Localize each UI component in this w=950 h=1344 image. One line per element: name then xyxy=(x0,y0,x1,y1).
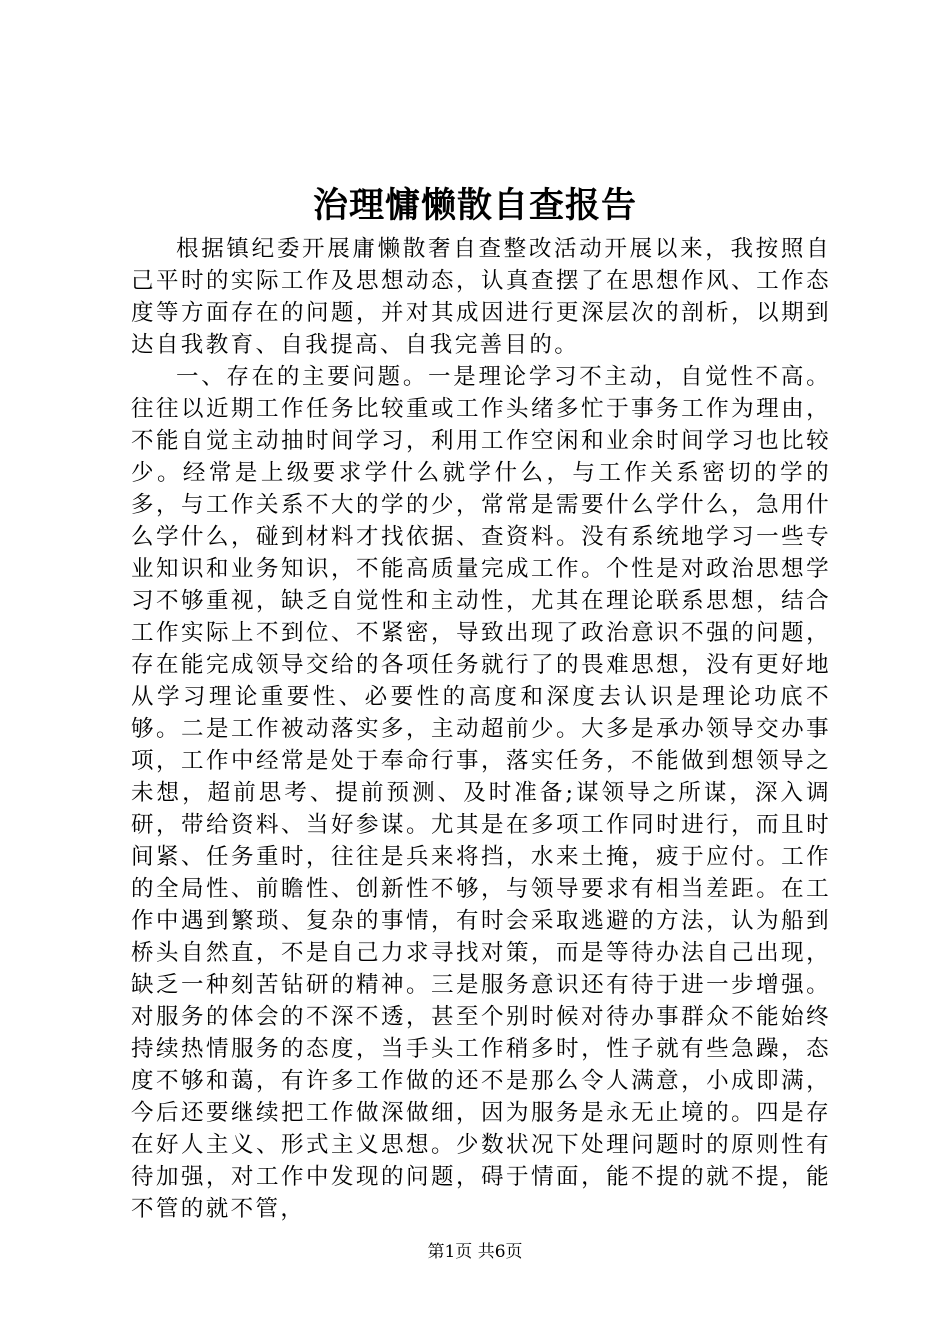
paragraph-intro: 根据镇纪委开展庸懒散奢自查整改活动开展以来，我按照自己平时的实际工作及思想动态，认真查摆了在思想作风、工作态度等方面存在的问题，并对其成因进行更深层次的剖析，以期到达自我教育、自我提高、自我完善目的。 xyxy=(131,236,831,358)
document-title: 治理慵懒散自查报告 xyxy=(312,185,637,226)
paragraph-problems: 一、存在的主要问题。一是理论学习不主动，自觉性不高。往往以近期工作任务比较重或工作头绪多忙于事务工作为理由，不能自觉主动抽时间学习，利用工作空闲和业余时间学习也比较少。经常是上级要求学什么就学什么，与工作关系密切的学的多，与工作关系不大的学的少，常常是需要什么学什么，急用什么学什么，碰到材料才找依据、查资料。没有系统地学习一些专业知识和业务知识，不能高质量完成工作。个性是对政治思想学习不够重视，缺乏自觉性和主动性，尤其在理论联系思想，结合工作实际上不到位、不紧密，导致出现了政治意识不强的问题，存在能完成领导交给的各项任务就行了的畏难思想，没有更好地从学习理论重要性、必要性的高度和深度去认识是理论功底不够。二是工作被动落实多，主动超前少。大多是承办领导交办事项，工作中经常是处于奉命行事，落实任务，不能做到想领导之未想，超前思考、提前预测、及时准备;谋领导之所谋，深入调研，带给资料、当好参谋。尤其是在多项工作同时进行，而且时间紧、任务重时，往往是兵来将挡，水来土掩，疲于应付。工作的全局性、前瞻性、创新性不够，与领导要求有相当差距。在工作中遇到繁琐、复杂的事情，有时会采取逃避的方法，认为船到桥头自然直，不是自己力求寻找对策，而是等待办法自己出现，缺乏一种刻苦钻研的精神。三是服务意识还有待于进一步增强。对服务的体会的不深不透，甚至个别时候对待办事群众不能始终持续热情服务的态度，当手头工作稍多时，性子就有些急躁，态度不够和蔼，有许多工作做的还不是那么令人满意，小成即满，今后还要继续把工作做深做细，因为服务是永无止境的。四是存在好人主义、形式主义思想。少数状况下处理问题时的原则性有待加强，对工作中发现的问题，碍于情面，能不提的就不提，能不管的就不管， xyxy=(131,364,831,1222)
document-body xyxy=(131,233,831,1225)
page-number: 第1页 共6页 xyxy=(427,1242,523,1262)
